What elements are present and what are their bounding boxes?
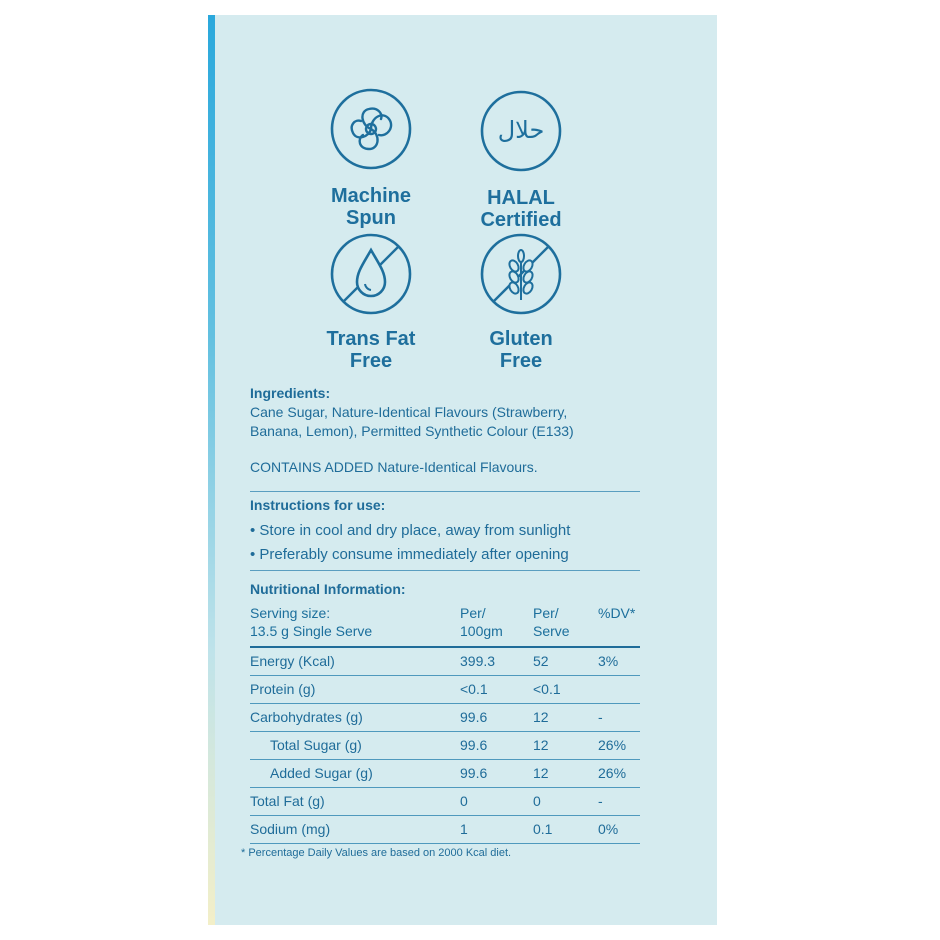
nutrient-name: Energy (Kcal) (250, 653, 335, 669)
serving-size-value: 13.5 g Single Serve (250, 623, 373, 639)
machine-spun-icon (329, 87, 413, 171)
ingredients-section (250, 384, 642, 441)
label-panel (208, 15, 717, 925)
per-serve-value: 12 (533, 737, 549, 753)
per-100g-header: Per/ (460, 605, 486, 621)
dv-value: - (598, 709, 603, 725)
nutrient-name: Carbohydrates (g) (250, 709, 363, 725)
badge-gluten-free (441, 232, 601, 372)
ingredients-line: Cane Sugar, Nature-Identical Flavours (Strawberry, (250, 404, 568, 420)
nutrient-name: Added Sugar (g) (270, 765, 373, 781)
per-serve-value: 0.1 (533, 821, 553, 837)
trans-fat-free-icon (329, 232, 413, 316)
panel-edge-stripe (208, 15, 215, 925)
dv-value: 3% (598, 653, 619, 669)
nutrition-table-header (250, 604, 640, 648)
table-row (250, 704, 640, 732)
per-100g-value: 99.6 (460, 765, 488, 781)
instruction-item: • Store in cool and dry place, away from sunlight (250, 522, 571, 539)
section-divider (250, 570, 640, 571)
per-100g-value: 99.6 (460, 709, 488, 725)
dv-header: %DV* (598, 605, 636, 621)
nutrient-name: Sodium (mg) (250, 821, 331, 837)
dv-footnote: * Percentage Daily Values are based on 2000 Kcal diet. (241, 847, 512, 859)
table-row (250, 760, 640, 788)
badge-label: Gluten Free (489, 328, 553, 372)
table-row (250, 816, 640, 844)
badge-halal (441, 89, 601, 231)
table-row (250, 676, 640, 704)
contains-note: CONTAINS ADDED Nature-Identical Flavours. (250, 459, 538, 475)
per-serve-value: 12 (533, 765, 549, 781)
instruction-item: • Preferably consume immediately after opening (250, 546, 569, 563)
instructions-heading: Instructions for use: (250, 497, 386, 513)
per-serve-value: 12 (533, 709, 549, 725)
badge-label: Machine Spun (330, 185, 412, 229)
badge-trans-fat-free (291, 232, 451, 372)
per-100g-value: <0.1 (460, 681, 488, 697)
nutrition-heading: Nutritional Information: (250, 581, 406, 597)
nutrient-name: Protein (g) (250, 681, 316, 697)
instructions-section (250, 496, 642, 564)
halal-icon (479, 89, 563, 173)
per-serve-value: <0.1 (533, 681, 561, 697)
serving-size-label: Serving size: (250, 605, 331, 621)
dv-value: - (598, 793, 603, 809)
badge-label: Trans Fat Free (326, 328, 416, 372)
dv-value: 0% (598, 821, 619, 837)
nutrient-name: Total Sugar (g) (270, 737, 362, 753)
per-100g-value: 99.6 (460, 737, 488, 753)
table-row (250, 732, 640, 760)
ingredients-heading: Ingredients: (250, 385, 331, 401)
per-serve-value: 52 (533, 653, 549, 669)
per-100g-value: 0 (460, 793, 468, 809)
table-row (250, 788, 640, 816)
per-serve-header: Serve (533, 623, 570, 639)
table-row (250, 648, 640, 676)
badge-machine-spun (291, 87, 451, 229)
badge-label: HALAL Certified (480, 187, 562, 231)
ingredients-line: Banana, Lemon), Permitted Synthetic Colour (E133) (250, 423, 574, 439)
nutrient-name: Total Fat (g) (250, 793, 325, 809)
dv-value: 26% (598, 765, 627, 781)
gluten-free-icon (479, 232, 563, 316)
per-serve-header: Per/ (533, 605, 559, 621)
halal-glyph: حلال (497, 116, 545, 144)
per-100g-value: 1 (460, 821, 468, 837)
dv-value: 26% (598, 737, 627, 753)
per-100g-value: 399.3 (460, 653, 496, 669)
per-100g-header: 100gm (460, 623, 503, 639)
per-serve-value: 0 (533, 793, 541, 809)
section-divider (250, 491, 640, 492)
